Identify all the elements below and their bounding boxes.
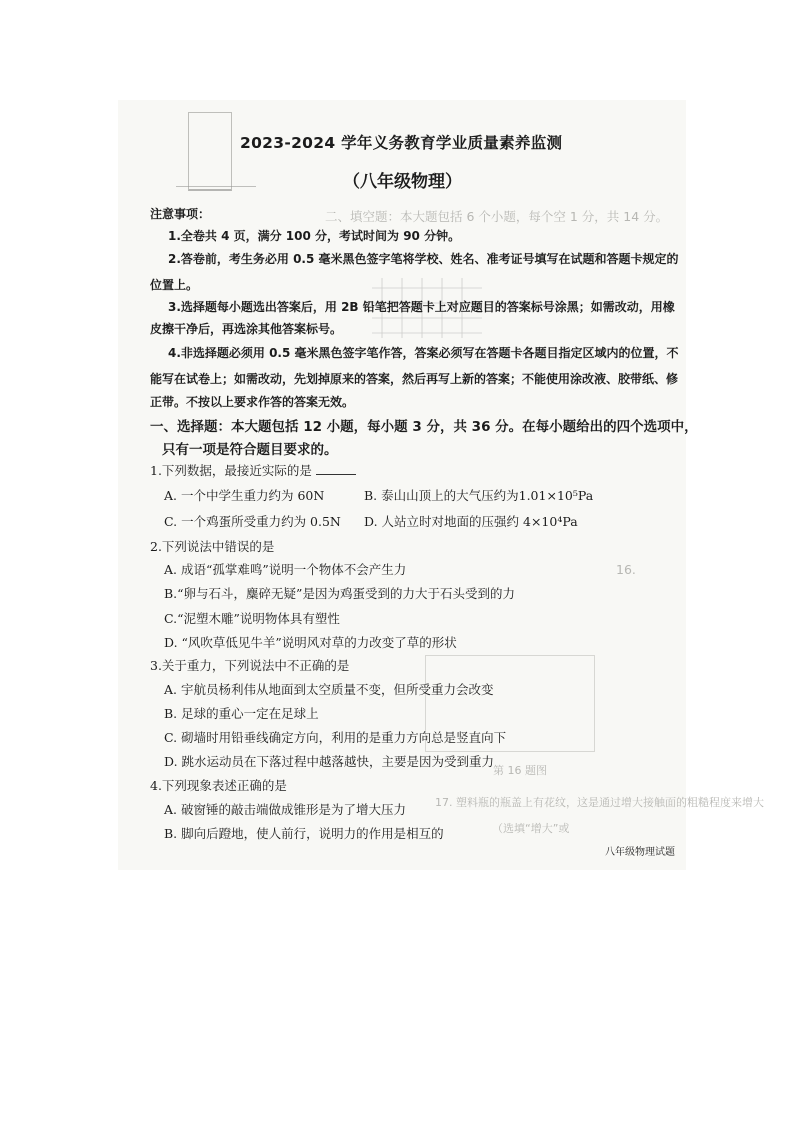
question-2-option-d: D. “风吹草低见牛羊”说明风对草的力改变了草的形状 xyxy=(164,635,457,650)
question-1-option-d: D. 人站立时对地面的压强约 4×10⁴Pa xyxy=(364,514,578,529)
bleed-figure-sketch xyxy=(188,112,232,191)
bleed-text-fig16: 第 16 题图 xyxy=(493,764,547,777)
note-line: 皮擦干净后，再选涂其他答案标号。 xyxy=(150,322,343,336)
question-1-option-b: B. 泰山山顶上的大气压约为1.01×10⁵Pa xyxy=(364,488,594,503)
bleed-text-q17: 17. 塑料瓶的瓶盖上有花纹，这是通过增大接触面的粗糙程度来增大 xyxy=(435,796,764,809)
question-2-stem: 2.下列说法中错误的是 xyxy=(150,539,275,554)
notes-heading: 注意事项： xyxy=(150,207,211,221)
question-4-stem: 4.下列现象表述正确的是 xyxy=(150,778,287,793)
exam-subtitle: （八年级物理） xyxy=(343,172,462,192)
note-line: 正带。不按以上要求作答的答案无效。 xyxy=(150,395,355,409)
note-line: 4.非选择题必须用 0.5 毫米黑色签字笔作答，答案必须写在答题卡各题目指定区域内的位置，不 xyxy=(168,346,679,360)
question-3-option-c: C. 砌墙时用铅垂线确定方向，利用的是重力方向总是竖直向下 xyxy=(164,730,507,745)
question-2-option-c: C.“泥塑木雕”说明物体具有塑性 xyxy=(164,611,340,626)
bleed-text-q16: 16. xyxy=(616,562,636,577)
question-3-option-d: D. 跳水运动员在下落过程中越落越快，主要是因为受到重力 xyxy=(164,754,495,769)
answer-blank xyxy=(316,462,356,475)
section1-heading-cont: 只有一项是符合题目要求的。 xyxy=(162,442,338,458)
question-1-option-a: A. 一个中学生重力约为 60N xyxy=(164,488,325,503)
note-line: 位置上。 xyxy=(150,278,199,292)
question-3-option-b: B. 足球的重心一定在足球上 xyxy=(164,706,319,721)
question-3-option-a: A. 宇航员杨利伟从地面到太空质量不变，但所受重力会改变 xyxy=(164,682,494,697)
note-line: 2.答卷前，考生务必用 0.5 毫米黑色签字笔将学校、姓名、准考证号填写在试题和答题卡规定的 xyxy=(168,252,679,266)
note-line: 1.全卷共 4 页，满分 100 分，考试时间为 90 分钟。 xyxy=(168,229,461,243)
exam-title: 2023-2024 学年义务教育学业质量素养监测 xyxy=(240,134,563,152)
bleed-figure-base xyxy=(176,186,256,187)
question-4-option-b: B. 脚向后蹬地，使人前行，说明力的作用是相互的 xyxy=(164,826,444,841)
question-1-option-c: C. 一个鸡蛋所受重力约为 0.5N xyxy=(164,514,341,529)
bleed-text-section2: 二、填空题：本大题包括 6 个小题，每个空 1 分，共 14 分。 xyxy=(325,209,669,224)
note-line: 能写在试卷上；如需改动，先划掉原来的答案，然后再写上新的答案；不能使用涂改液、胶带纸、修 xyxy=(150,372,679,386)
note-line: 3.选择题每小题选出答案后，用 2B 铅笔把答题卡上对应题目的答案标号涂黑；如需改动，用橡 xyxy=(168,300,675,314)
page-footer: 八年级物理试题 xyxy=(605,847,675,858)
question-3-stem: 3.关于重力，下列说法中不正确的是 xyxy=(150,658,350,673)
question-2-option-a: A. 成语“孤掌难鸣”说明一个物体不会产生力 xyxy=(164,562,407,577)
question-4-option-a: A. 破窗锤的敲击端做成锥形是为了增大压力 xyxy=(164,802,406,817)
question-2-option-b: B.“卵与石斗，麋碎无疑”是因为鸡蛋受到的力大于石头受到的力 xyxy=(164,586,515,601)
section1-heading: 一、选择题：本大题包括 12 小题，每小题 3 分，共 36 分。在每小题给出的四个选项中， xyxy=(150,419,698,435)
question-1-stem: 1.下列数据，最接近实际的是 xyxy=(150,461,356,479)
bleed-text-q17-choice: （选填“增大”或 xyxy=(492,822,570,835)
